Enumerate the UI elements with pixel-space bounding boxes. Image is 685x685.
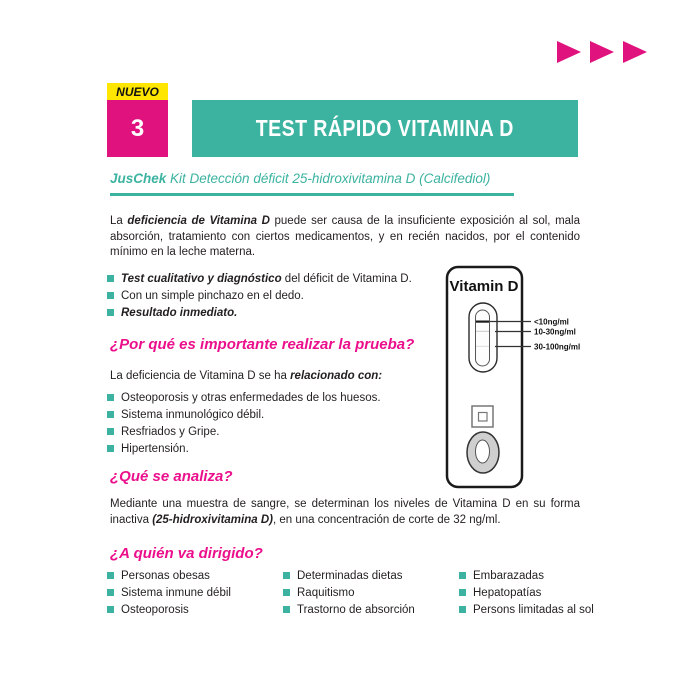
audience-label: Sistema inmune débil — [121, 587, 231, 599]
audience-item — [107, 585, 283, 602]
subtitle-text: Kit Detección déficit 25-hidroxivitamina D (Calcifediol) — [166, 171, 491, 186]
audience-label: Osteoporosis — [121, 604, 189, 616]
new-badge: NUEVO — [107, 83, 168, 100]
intro-bold: deficiencia de Vitamina D — [127, 215, 270, 227]
list-item — [107, 407, 381, 424]
bullet-square-icon — [107, 394, 114, 401]
audience-label: Determinadas dietas — [297, 570, 403, 582]
marker-label-high: 30-100ng/ml — [534, 342, 581, 352]
cassette-svg — [440, 260, 635, 492]
intro-pre: La — [110, 215, 128, 227]
page-title-banner — [192, 100, 578, 157]
product-subtitle — [110, 171, 585, 186]
bullet-square-icon — [283, 606, 290, 613]
feature-rest: del déficit de Vitamina D. — [281, 273, 412, 285]
section-heading-analyze: ¿Qué se analiza? — [110, 468, 233, 485]
bullet-square-icon — [107, 309, 114, 316]
subtitle-underline — [110, 193, 514, 196]
arrow-right-icon — [590, 41, 614, 63]
list-item — [107, 288, 412, 305]
audience-item — [283, 568, 459, 585]
list-item — [107, 441, 381, 458]
feature-bold: Resultado inmediato. — [121, 307, 238, 319]
bullet-square-icon — [459, 572, 466, 579]
test-strip — [476, 310, 490, 366]
audience-label: Embarazadas — [473, 570, 544, 582]
audience-label: Trastorno de absorción — [297, 604, 415, 616]
cassette-label: Vitamin D — [449, 278, 519, 295]
bullet-square-icon — [107, 292, 114, 299]
page-title: TEST RÁPIDO VITAMINA D — [255, 115, 515, 141]
why-item: Hipertensión. — [121, 443, 189, 455]
test-cassette-illustration — [440, 260, 635, 497]
bullet-square-icon — [107, 589, 114, 596]
analyze-pre: Mediante una muestra de sangre, se determinan los niveles de Vitamina D en su forma inactiva — [110, 498, 580, 526]
feature-bold: Test cualitativo y diagnóstico — [121, 273, 282, 285]
bullet-square-icon — [107, 572, 114, 579]
list-item — [107, 305, 412, 322]
forward-arrows-icon — [557, 41, 647, 63]
bullet-square-icon — [459, 606, 466, 613]
analyze-post: , en una concentración de corte de 32 ng/ml. — [272, 513, 501, 526]
sample-well-inner — [476, 440, 490, 463]
section-heading-why: ¿Por qué es importante realizar la prueba? — [110, 336, 415, 353]
audience-item — [107, 568, 283, 585]
intro-paragraph — [110, 214, 580, 261]
sample-square-inner — [479, 413, 488, 422]
brand-name: JusChek — [110, 171, 167, 186]
audience-column — [107, 568, 283, 619]
why-item: Osteoporosis y otras enfermedades de los huesos. — [121, 392, 381, 404]
audience-column — [283, 568, 459, 619]
why-list — [107, 390, 381, 458]
audience-item — [459, 602, 594, 619]
list-item — [107, 271, 412, 288]
marker-label-low: <10ng/ml — [534, 317, 569, 327]
bullet-square-icon — [283, 589, 290, 596]
bullet-square-icon — [107, 606, 114, 613]
bullet-square-icon — [107, 411, 114, 418]
issue-number-badge: 3 — [107, 100, 168, 157]
audience-item — [459, 568, 594, 585]
audience-label: Hepatopatías — [473, 587, 542, 599]
bullet-square-icon — [107, 275, 114, 282]
feature-rest: Con un simple pinchazo en el dedo. — [121, 290, 304, 302]
audience-item — [283, 585, 459, 602]
list-item — [107, 390, 381, 407]
why-item: Resfriados y Gripe. — [121, 426, 220, 438]
test-line-faint — [476, 331, 489, 332]
bullet-square-icon — [107, 428, 114, 435]
audience-item — [459, 585, 594, 602]
why-item: Sistema inmunológico débil. — [121, 409, 265, 421]
analyze-bold: (25-hidroxivitamina D) — [152, 513, 273, 526]
bullet-square-icon — [459, 589, 466, 596]
why-lead-bold: relacionado con: — [290, 370, 383, 382]
arrow-right-icon — [557, 41, 581, 63]
test-line — [476, 321, 489, 323]
audience-label: Personas obesas — [121, 570, 210, 582]
audience-item — [107, 602, 283, 619]
intro-post: puede ser causa de la insuficiente exposición al sol, mala absorción, tratamiento con ciertos medicamentos, y en recién nacidos, por el contenido mínimo en la leche materna. — [110, 215, 580, 258]
marker-label-mid: 10-30ng/ml — [534, 327, 576, 337]
bullet-square-icon — [107, 445, 114, 452]
audience-column — [459, 568, 594, 619]
list-item — [107, 424, 381, 441]
section-heading-audience: ¿A quién va dirigido? — [110, 545, 263, 562]
test-line-faint — [476, 346, 489, 347]
why-lead-pre: La deficiencia de Vitamina D se ha — [110, 370, 291, 382]
arrow-right-icon — [623, 41, 647, 63]
features-list — [107, 271, 412, 322]
analyze-paragraph — [110, 497, 580, 528]
bullet-square-icon — [283, 572, 290, 579]
audience-label: Persons limitadas al sol — [473, 604, 594, 616]
audience-item — [283, 602, 459, 619]
audience-label: Raquitismo — [297, 587, 355, 599]
audience-columns — [107, 568, 594, 619]
